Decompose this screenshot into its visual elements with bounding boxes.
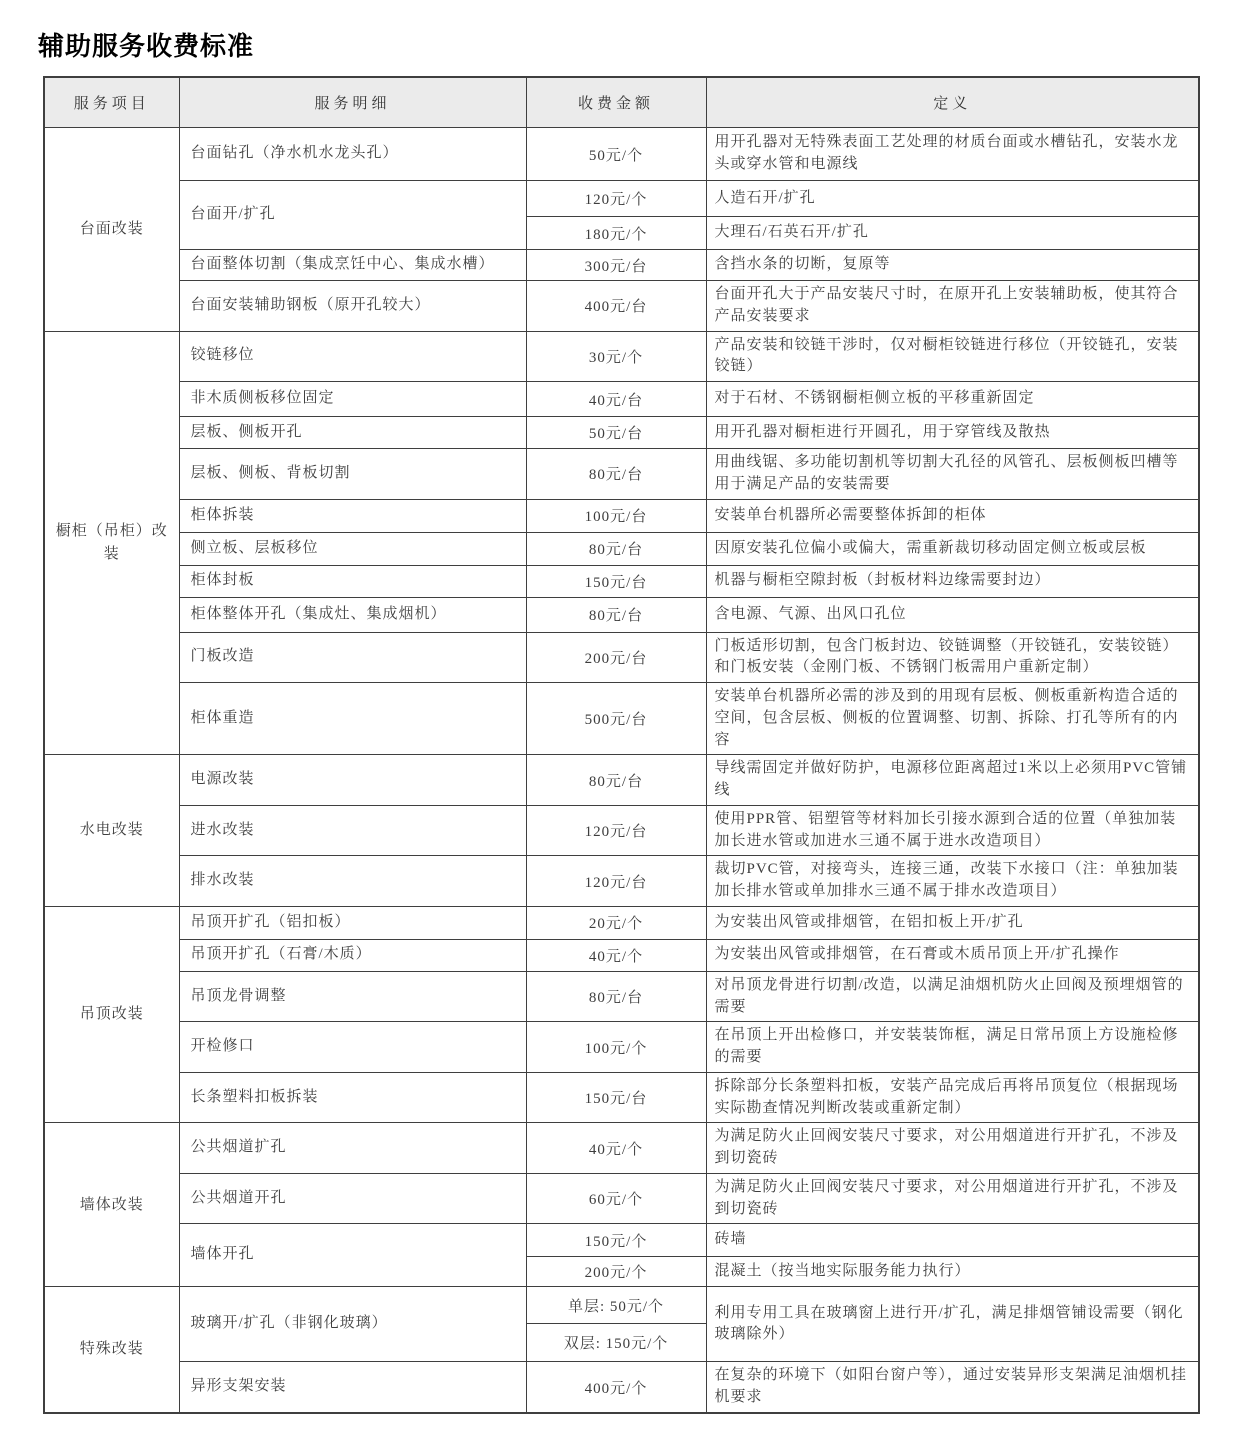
column-header: 收费金额	[526, 77, 706, 128]
table-row	[44, 856, 1199, 907]
fee-cell: 120元/个	[526, 181, 706, 217]
definition-cell: 机器与橱柜空隙封板（封板材料边缘需要封边）	[706, 565, 1199, 597]
table-row	[44, 971, 1199, 1022]
definition-cell: 大理石/石英石开/扩孔	[706, 217, 1199, 250]
detail-cell: 吊顶开扩孔（铝扣板）	[179, 906, 526, 939]
fee-cell: 80元/台	[526, 532, 706, 565]
fee-cell: 120元/台	[526, 856, 706, 907]
definition-cell: 用开孔器对无特殊表面工艺处理的材质台面或水槽钻孔，安装水龙头或穿水管和电源线	[706, 128, 1199, 181]
fee-cell: 40元/台	[526, 382, 706, 417]
detail-cell: 电源改装	[179, 755, 526, 806]
table-row	[44, 1287, 1199, 1324]
fee-cell: 80元/台	[526, 755, 706, 806]
definition-cell: 导线需固定并做好防护，电源移位距离超过1米以上必须用PVC管铺线	[706, 755, 1199, 806]
detail-cell: 开检修口	[179, 1022, 526, 1073]
fee-cell: 双层: 150元/个	[526, 1324, 706, 1362]
column-header: 服务明细	[179, 77, 526, 128]
definition-cell: 在吊顶上开出检修口，并安装装饰框，满足日常吊顶上方设施检修的需要	[706, 1022, 1199, 1073]
definition-cell: 砖墙	[706, 1224, 1199, 1257]
detail-cell: 进水改装	[179, 805, 526, 856]
definition-cell: 含电源、气源、出风口孔位	[706, 597, 1199, 632]
category-cell: 特殊改装	[44, 1287, 179, 1413]
fee-cell: 200元/个	[526, 1257, 706, 1287]
fee-cell: 80元/台	[526, 597, 706, 632]
fee-cell: 400元/台	[526, 281, 706, 332]
table-row	[44, 565, 1199, 597]
definition-cell: 门板适形切割，包含门板封边、铰链调整（开铰链孔，安装铰链）和门板安装（金刚门板、不锈钢门板需用户重新定制）	[706, 632, 1199, 683]
table-row	[44, 1173, 1199, 1224]
table-row	[44, 417, 1199, 449]
table-row	[44, 805, 1199, 856]
table-row	[44, 1123, 1199, 1174]
fee-cell: 40元/个	[526, 1123, 706, 1174]
table-row	[44, 281, 1199, 332]
table-row	[44, 597, 1199, 632]
table-row	[44, 250, 1199, 281]
table-row	[44, 755, 1199, 806]
definition-cell: 为安装出风管或排烟管，在铝扣板上开/扩孔	[706, 906, 1199, 939]
fee-cell: 100元/个	[526, 1022, 706, 1073]
table-row	[44, 1022, 1199, 1073]
detail-cell: 公共烟道开孔	[179, 1173, 526, 1224]
fee-cell: 400元/个	[526, 1362, 706, 1413]
detail-cell: 台面钻孔（净水机水龙头孔）	[179, 128, 526, 181]
detail-cell: 台面整体切割（集成烹饪中心、集成水槽）	[179, 250, 526, 281]
table-row	[44, 1224, 1199, 1257]
category-cell: 吊顶改装	[44, 906, 179, 1123]
column-header: 服务项目	[44, 77, 179, 128]
definition-cell: 人造石开/扩孔	[706, 181, 1199, 217]
definition-cell: 裁切PVC管，对接弯头，连接三通，改装下水接口（注：单独加装加长排水管或单加排水三通不属于排水改造项目）	[706, 856, 1199, 907]
fee-cell: 150元/台	[526, 565, 706, 597]
detail-cell: 玻璃开/扩孔（非钢化玻璃）	[179, 1287, 526, 1362]
table-row	[44, 449, 1199, 500]
definition-cell: 对于石材、不锈钢橱柜侧立板的平移重新固定	[706, 382, 1199, 417]
definition-cell: 在复杂的环境下（如阳台窗户等），通过安装异形支架满足油烟机挂机要求	[706, 1362, 1199, 1413]
table-row	[44, 532, 1199, 565]
detail-cell: 门板改造	[179, 632, 526, 683]
definition-cell: 利用专用工具在玻璃窗上进行开/扩孔，满足排烟管铺设需要（钢化玻璃除外）	[706, 1287, 1199, 1362]
definition-cell: 安装单台机器所必需要整体拆卸的柜体	[706, 499, 1199, 532]
definition-cell: 为满足防火止回阀安装尺寸要求，对公用烟道进行开扩孔，不涉及到切瓷砖	[706, 1173, 1199, 1224]
table-row	[44, 683, 1199, 755]
definition-cell: 因原安装孔位偏小或偏大，需重新裁切移动固定侧立板或层板	[706, 532, 1199, 565]
table-row	[44, 499, 1199, 532]
fee-cell: 180元/个	[526, 217, 706, 250]
category-cell: 水电改装	[44, 755, 179, 907]
fee-cell: 60元/个	[526, 1173, 706, 1224]
definition-cell: 为满足防火止回阀安装尺寸要求，对公用烟道进行开扩孔，不涉及到切瓷砖	[706, 1123, 1199, 1174]
fee-cell: 100元/台	[526, 499, 706, 532]
fee-cell: 20元/个	[526, 906, 706, 939]
detail-cell: 台面开/扩孔	[179, 181, 526, 250]
category-cell: 橱柜（吊柜）改装	[44, 331, 179, 755]
fee-cell: 30元/个	[526, 331, 706, 382]
table-row	[44, 128, 1199, 181]
definition-cell: 产品安装和铰链干涉时，仅对橱柜铰链进行移位（开铰链孔，安装铰链）	[706, 331, 1199, 382]
detail-cell: 柜体重造	[179, 683, 526, 755]
table-row	[44, 382, 1199, 417]
column-header: 定义	[706, 77, 1199, 128]
detail-cell: 排水改装	[179, 856, 526, 907]
definition-cell: 用曲线锯、多功能切割机等切割大孔径的风管孔、层板侧板凹槽等用于满足产品的安装需要	[706, 449, 1199, 500]
table-row	[44, 1362, 1199, 1413]
fee-cell: 50元/台	[526, 417, 706, 449]
table-row	[44, 632, 1199, 683]
definition-cell: 安装单台机器所必需的涉及到的用现有层板、侧板重新构造合适的空间，包含层板、侧板的位置调整、切割、拆除、打孔等所有的内容	[706, 683, 1199, 755]
detail-cell: 侧立板、层板移位	[179, 532, 526, 565]
fee-cell: 200元/台	[526, 632, 706, 683]
detail-cell: 吊顶开扩孔（石膏/木质）	[179, 939, 526, 971]
detail-cell: 柜体封板	[179, 565, 526, 597]
definition-cell: 混凝土（按当地实际服务能力执行）	[706, 1257, 1199, 1287]
detail-cell: 台面安装辅助钢板（原开孔较大）	[179, 281, 526, 332]
fee-cell: 50元/个	[526, 128, 706, 181]
fee-cell: 150元/个	[526, 1224, 706, 1257]
detail-cell: 层板、侧板、背板切割	[179, 449, 526, 500]
definition-cell: 拆除部分长条塑料扣板，安装产品完成后再将吊顶复位（根据现场实际勘查情况判断改装或重新定制）	[706, 1072, 1199, 1123]
detail-cell: 柜体拆装	[179, 499, 526, 532]
table-row	[44, 906, 1199, 939]
fee-table	[43, 76, 1200, 1414]
table-row	[44, 939, 1199, 971]
fee-cell: 80元/台	[526, 971, 706, 1022]
page-title: 辅助服务收费标准	[38, 31, 255, 61]
detail-cell: 吊顶龙骨调整	[179, 971, 526, 1022]
definition-cell: 含挡水条的切断，复原等	[706, 250, 1199, 281]
fee-cell: 500元/台	[526, 683, 706, 755]
detail-cell: 层板、侧板开孔	[179, 417, 526, 449]
definition-cell: 为安装出风管或排烟管，在石膏或木质吊顶上开/扩孔操作	[706, 939, 1199, 971]
fee-cell: 40元/个	[526, 939, 706, 971]
definition-cell: 用开孔器对橱柜进行开圆孔，用于穿管线及散热	[706, 417, 1199, 449]
table-row	[44, 1072, 1199, 1123]
fee-cell: 300元/台	[526, 250, 706, 281]
definition-cell: 使用PPR管、铝塑管等材料加长引接水源到合适的位置（单独加装加长进水管或加进水三通不属于进水改造项目）	[706, 805, 1199, 856]
definition-cell: 台面开孔大于产品安装尺寸时，在原开孔上安装辅助板，使其符合产品安装要求	[706, 281, 1199, 332]
detail-cell: 非木质侧板移位固定	[179, 382, 526, 417]
fee-cell: 150元/台	[526, 1072, 706, 1123]
detail-cell: 墙体开孔	[179, 1224, 526, 1287]
fee-cell: 80元/台	[526, 449, 706, 500]
table-header-row	[44, 77, 1199, 128]
fee-cell: 120元/台	[526, 805, 706, 856]
detail-cell: 异形支架安装	[179, 1362, 526, 1413]
table-row	[44, 181, 1199, 217]
table-row	[44, 331, 1199, 382]
detail-cell: 柜体整体开孔（集成灶、集成烟机）	[179, 597, 526, 632]
category-cell: 台面改装	[44, 128, 179, 332]
detail-cell: 铰链移位	[179, 331, 526, 382]
detail-cell: 长条塑料扣板拆装	[179, 1072, 526, 1123]
fee-cell: 单层: 50元/个	[526, 1287, 706, 1324]
category-cell: 墙体改装	[44, 1123, 179, 1287]
detail-cell: 公共烟道扩孔	[179, 1123, 526, 1174]
definition-cell: 对吊顶龙骨进行切割/改造，以满足油烟机防火止回阀及预埋烟管的需要	[706, 971, 1199, 1022]
